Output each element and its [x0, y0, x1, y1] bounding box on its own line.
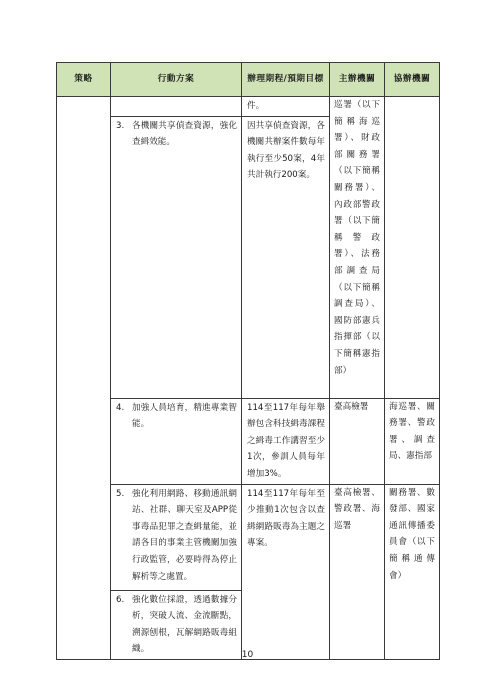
- lead-agency-cell: 臺高檢署: [330, 398, 385, 484]
- action-cell: [111, 484, 242, 590]
- action-number: 3.: [116, 120, 125, 131]
- schedule-cell: 件。: [242, 97, 330, 117]
- header-lead-agency: 主辦機關: [330, 63, 385, 97]
- action-text: 強化數位採證，透過數據分析，突破人流、金流斷點，溯源刨根，瓦解網路販毒組織。: [132, 594, 237, 655]
- page-number: 10: [241, 650, 254, 660]
- header-strategy: 策略: [57, 63, 111, 97]
- header-assist-agency: 協辦機關: [385, 63, 440, 97]
- action-text: 加強人員培育，精進專業智能。: [132, 402, 237, 430]
- action-number: 6.: [116, 594, 125, 605]
- lead-agency-cell: 臺高檢署、警政署、海巡署: [330, 484, 385, 659]
- assist-agency-cell: [385, 97, 440, 399]
- action-plan-table: [56, 62, 440, 660]
- strategy-cell: [57, 97, 111, 660]
- action-cell: [111, 398, 242, 484]
- assist-agency-cell: 關務署、數發部、國家通訊傳播委員會（以下簡稱通傳會）: [385, 484, 440, 659]
- table-header-row: [57, 63, 440, 97]
- action-cell: [111, 97, 242, 117]
- lead-agency-cell: 巡署（以下簡稱海巡署）、財政部關務署（以下簡稱關務署）、內政部警政署（以下簡稱警政署）、法務部調查局（以下簡稱調查局）、國防部憲兵指揮部（以下簡稱憲指部）: [330, 97, 385, 399]
- header-schedule: 辦理期程/預期目標: [242, 63, 330, 97]
- assist-agency-cell: 海巡署、關務署、警政署、調查局、憲指部: [385, 398, 440, 484]
- table-row: [57, 97, 440, 117]
- schedule-cell: 114至117年每年至少推動1次包含以查緝網路販毒為主題之專案。: [242, 484, 330, 659]
- action-number: 5.: [116, 488, 125, 499]
- schedule-cell: 因共享偵查資源，各機關共辦案件數每年執行至少50案，4年共計執行200案。: [242, 116, 330, 398]
- action-cell: [111, 116, 242, 398]
- table-row: [57, 398, 440, 484]
- action-number: 4.: [116, 402, 125, 413]
- action-text: 強化利用網路、移動通訊網站、社群、聊天室及APP從事毒品犯罪之查緝量能，並請各目的事業主管機關加強行政監管，必要時得為停止解析等之處置。: [132, 488, 237, 582]
- header-action: 行動方案: [111, 63, 242, 97]
- action-text: 各機關共享偵查資源，強化查緝效能。: [132, 120, 237, 148]
- table-row: [57, 484, 440, 590]
- schedule-cell: 114至117年每年舉辦包含科技緝毒課程之緝毒工作講習至少1次，參訓人員每年增加3%。: [242, 398, 330, 484]
